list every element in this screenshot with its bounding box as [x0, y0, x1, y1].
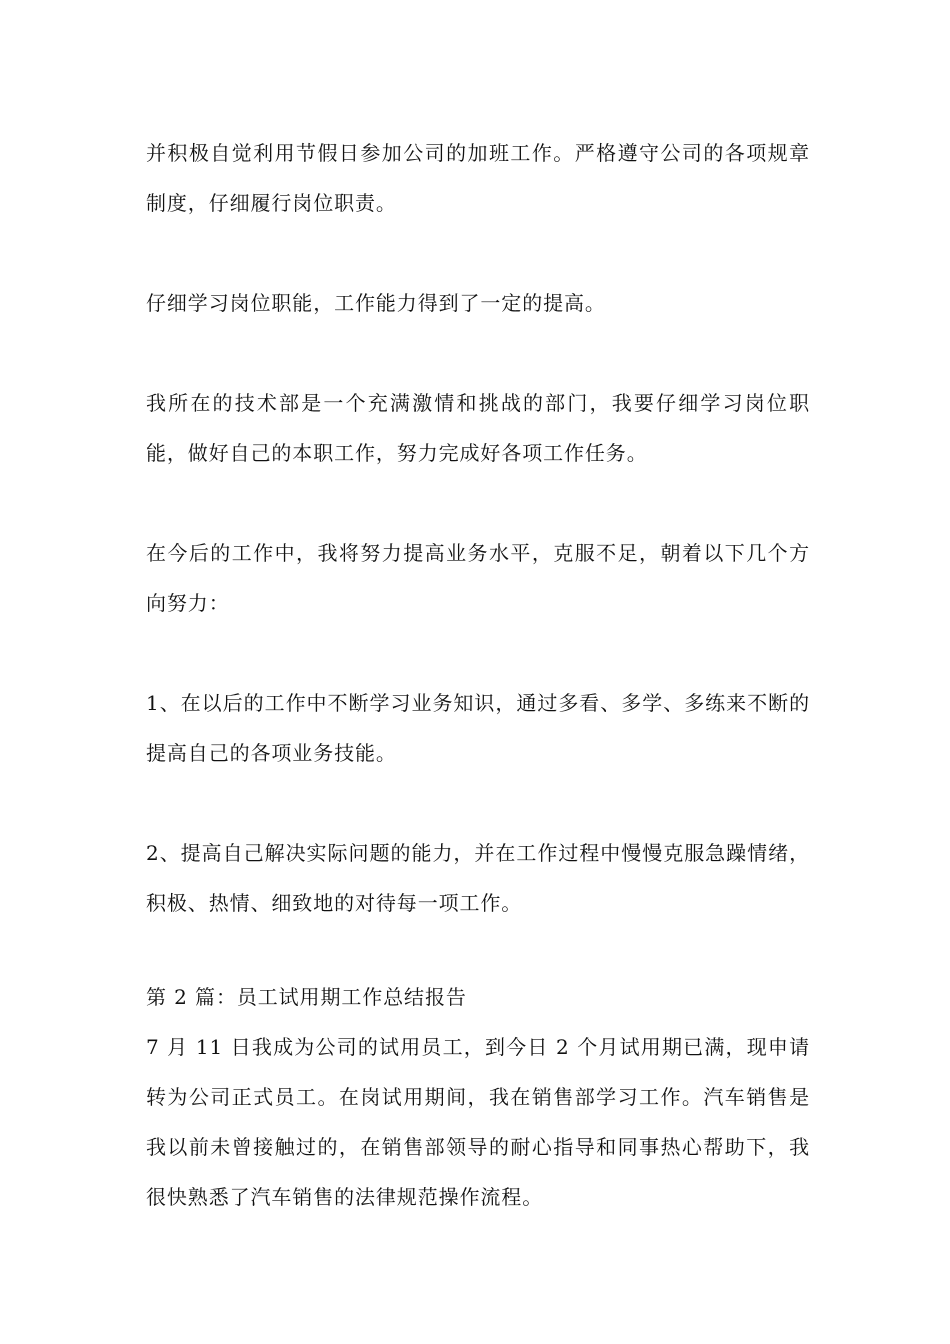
list-item-1: 1、在以后的工作中不断学习业务知识，通过多看、多学、多练来不断的提高自己的各项业务技能。	[146, 691, 810, 765]
list-item-2: 2、提高自己解决实际问题的能力，并在工作过程中慢慢克服急躁情绪，积极、热情、细致地的对待每一项工作。	[146, 841, 810, 915]
body-paragraph-2: 仔细学习岗位职能，工作能力得到了一定的提高。	[146, 291, 606, 315]
body-paragraph-3: 我所在的技术部是一个充满激情和挑战的部门，我要仔细学习岗位职能，做好自己的本职工作，努力完成好各项工作任务。	[146, 391, 810, 465]
section-heading: 第 2 篇：员工试用期工作总结报告	[146, 985, 467, 1009]
body-paragraph-4: 在今后的工作中，我将努力提高业务水平，克服不足，朝着以下几个方向努力：	[146, 541, 810, 615]
section-paragraph: 7 月 11 日我成为公司的试用员工，到今日 2 个月试用期已满，现申请转为公司正式员工。在岗试用期间，我在销售部学习工作。汽车销售是我以前未曾接触过的，在销售部领导的耐心指导和同事热心帮助下，我很快熟悉了汽车销售的法律规范操作流程。	[146, 1035, 810, 1209]
body-paragraph-1: 并积极自觉利用节假日参加公司的加班工作。严格遵守公司的各项规章制度，仔细履行岗位职责。	[146, 141, 810, 215]
